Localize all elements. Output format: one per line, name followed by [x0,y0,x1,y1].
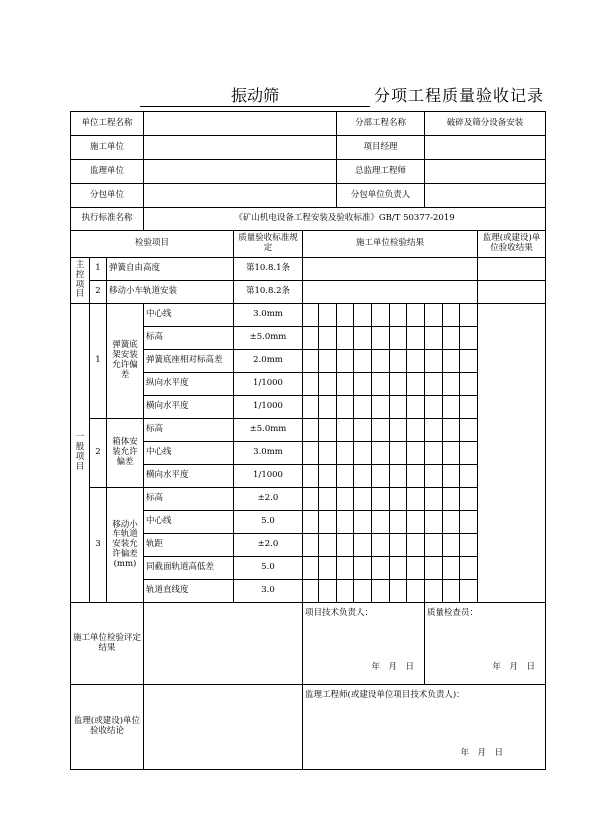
result-cell[interactable] [337,327,354,350]
result-cell[interactable] [303,488,319,511]
acceptance-record-table [70,111,546,770]
result-cell[interactable] [319,488,337,511]
check-spec: 1/1000 [234,373,303,396]
check-spec: ±2.0 [234,488,303,511]
result-cell[interactable] [372,350,390,373]
result-cell[interactable] [443,511,460,534]
col-header-spec: 质量验收标准规定 [234,231,303,258]
result-cell[interactable] [425,488,443,511]
main-control-item: 移动小车轨道安装 [107,281,234,304]
subcontract-head-field[interactable] [425,184,546,208]
result-cell[interactable] [390,396,407,419]
general-label: 一般项目 [71,304,90,603]
result-cell[interactable] [407,488,425,511]
subcontract-unit-label: 分包单位 [71,184,144,208]
result-cell[interactable] [425,419,443,442]
check-item: 标高 [144,327,234,350]
check-item: 标高 [144,419,234,442]
result-cell[interactable] [443,557,460,580]
result-cell[interactable] [390,442,407,465]
check-item: 同截面轨道高低差 [144,557,234,580]
result-cell[interactable] [354,419,372,442]
quality-inspector-date: 年 月 日 [492,661,536,672]
group-no: 2 [90,419,107,488]
result-cell[interactable] [337,465,354,488]
subcontract-head-label: 分包单位负责人 [337,184,425,208]
result-cell[interactable] [425,327,443,350]
result-cell[interactable] [390,304,407,327]
result-cell[interactable] [303,419,319,442]
check-spec: ±5.0mm [234,419,303,442]
result-cell[interactable] [443,419,460,442]
result-cell[interactable] [319,327,337,350]
main-control-result[interactable] [303,281,478,304]
standard-value: 《矿山机电设备工程安装及验收标准》GB/T 50377-2019 [144,208,546,231]
result-cell[interactable] [372,488,390,511]
check-spec: 1/1000 [234,465,303,488]
group-name: 弹簧底架安装允许偏差 [107,304,144,419]
general-supervision[interactable] [478,304,546,603]
check-spec: ±2.0 [234,534,303,557]
result-cell[interactable] [372,373,390,396]
main-control-supervision[interactable] [478,281,546,304]
result-cell[interactable] [372,465,390,488]
result-cell[interactable] [303,511,319,534]
supervision-unit-label: 监理单位 [71,160,144,184]
tech-head-signature[interactable] [303,603,425,685]
result-cell[interactable] [372,580,390,603]
result-cell[interactable] [443,534,460,557]
check-item: 中心线 [144,442,234,465]
result-cell[interactable] [303,396,319,419]
result-cell[interactable] [460,442,478,465]
group-name: 移动小车轨道安装允许偏差(mm) [107,488,144,603]
result-cell[interactable] [460,373,478,396]
result-cell[interactable] [443,350,460,373]
result-cell[interactable] [460,465,478,488]
result-cell[interactable] [303,465,319,488]
result-cell[interactable] [407,373,425,396]
tech-head-label: 项目技术负责人： [305,608,374,618]
result-cell[interactable] [460,304,478,327]
result-cell[interactable] [319,350,337,373]
result-cell[interactable] [372,419,390,442]
result-cell[interactable] [372,534,390,557]
check-item: 轨距 [144,534,234,557]
result-cell[interactable] [425,304,443,327]
result-cell[interactable] [407,580,425,603]
result-cell[interactable] [354,465,372,488]
result-cell[interactable] [354,373,372,396]
result-cell[interactable] [407,511,425,534]
result-cell[interactable] [407,396,425,419]
result-cell[interactable] [425,534,443,557]
result-cell[interactable] [425,442,443,465]
main-control-item: 弹簧自由高度 [107,258,234,281]
main-control-no: 1 [90,258,107,281]
result-cell[interactable] [390,465,407,488]
result-cell[interactable] [407,442,425,465]
quality-inspector-label: 质量检查员： [427,608,479,618]
check-item: 横向水平度 [144,396,234,419]
result-cell[interactable] [319,465,337,488]
result-cell[interactable] [443,488,460,511]
result-cell[interactable] [443,396,460,419]
result-cell[interactable] [390,327,407,350]
result-cell[interactable] [319,373,337,396]
result-cell[interactable] [337,373,354,396]
result-cell[interactable] [354,396,372,419]
result-cell[interactable] [407,327,425,350]
result-cell[interactable] [407,304,425,327]
result-cell[interactable] [303,373,319,396]
result-cell[interactable] [390,580,407,603]
result-cell[interactable] [407,465,425,488]
result-cell[interactable] [460,327,478,350]
result-cell[interactable] [303,580,319,603]
result-cell[interactable] [303,557,319,580]
group-no: 1 [90,304,107,419]
result-cell[interactable] [354,442,372,465]
result-cell[interactable] [425,350,443,373]
result-cell[interactable] [354,350,372,373]
check-spec: 5.0 [234,511,303,534]
construction-eval-label: 施工单位检验评定结果 [71,603,144,685]
supervision-date: 年 月 日 [460,747,504,758]
result-cell[interactable] [319,419,337,442]
unit-project-field[interactable] [144,112,337,136]
result-cell[interactable] [319,557,337,580]
result-cell[interactable] [303,350,319,373]
main-control-spec: 第10.8.2条 [234,281,303,304]
main-control-spec: 第10.8.1条 [234,258,303,281]
result-cell[interactable] [319,442,337,465]
result-cell[interactable] [390,419,407,442]
result-cell[interactable] [354,511,372,534]
check-spec: 5.0 [234,557,303,580]
result-cell[interactable] [407,534,425,557]
result-cell[interactable] [407,419,425,442]
result-cell[interactable] [337,396,354,419]
result-cell[interactable] [372,511,390,534]
tech-head-date: 年 月 日 [371,661,414,672]
result-cell[interactable] [425,465,443,488]
main-control-no: 2 [90,281,107,304]
result-cell[interactable] [354,327,372,350]
result-cell[interactable] [443,580,460,603]
result-cell[interactable] [337,557,354,580]
result-cell[interactable] [372,304,390,327]
check-item: 纵向水平度 [144,373,234,396]
check-item: 标高 [144,488,234,511]
main-control-supervision[interactable] [478,258,546,281]
result-cell[interactable] [425,396,443,419]
result-cell[interactable] [390,488,407,511]
result-cell[interactable] [372,557,390,580]
result-cell[interactable] [407,557,425,580]
subject-name: 振动筛 [140,86,370,107]
result-cell[interactable] [460,534,478,557]
form-title-text: 分项工程质量验收记录 [374,86,545,105]
project-manager-field[interactable] [425,136,546,160]
chief-engineer-label: 总监理工程师 [337,160,425,184]
result-cell[interactable] [354,557,372,580]
check-item: 轨道直线度 [144,580,234,603]
standard-label: 执行标准名称 [71,208,144,231]
subcontract-unit-field[interactable] [144,184,337,208]
result-cell[interactable] [390,373,407,396]
col-header-item: 检验项目 [71,231,234,258]
quality-inspector-signature[interactable] [425,603,546,685]
result-cell[interactable] [372,327,390,350]
check-spec: 3.0mm [234,304,303,327]
check-spec: 3.0mm [234,442,303,465]
unit-project-label: 单位工程名称 [71,112,144,136]
result-cell[interactable] [354,580,372,603]
supervision-engineer-signature[interactable] [303,685,546,770]
result-cell[interactable] [425,373,443,396]
result-cell[interactable] [337,350,354,373]
check-item: 横向水平度 [144,465,234,488]
result-cell[interactable] [390,350,407,373]
result-cell[interactable] [460,419,478,442]
group-no: 3 [90,488,107,603]
sub-project-field[interactable]: 破碎及筛分设备安装 [425,112,546,136]
result-cell[interactable] [443,304,460,327]
result-cell[interactable] [319,534,337,557]
check-item: 中心线 [144,511,234,534]
main-control-label: 主控项目 [71,258,90,304]
result-cell[interactable] [319,396,337,419]
result-cell[interactable] [443,373,460,396]
check-spec: 3.0 [234,580,303,603]
result-cell[interactable] [372,442,390,465]
result-cell[interactable] [337,534,354,557]
result-cell[interactable] [460,511,478,534]
result-cell[interactable] [460,396,478,419]
result-cell[interactable] [443,465,460,488]
form-title [140,86,560,110]
check-spec: ±5.0mm [234,327,303,350]
result-cell[interactable] [460,580,478,603]
result-cell[interactable] [337,511,354,534]
result-cell[interactable] [390,534,407,557]
result-cell[interactable] [303,534,319,557]
result-cell[interactable] [407,350,425,373]
col-header-result: 施工单位检验结果 [303,231,478,258]
result-cell[interactable] [460,557,478,580]
result-cell[interactable] [443,327,460,350]
result-cell[interactable] [337,419,354,442]
supervision-conclusion-label: 监理(或建设)单位验收结论 [71,685,144,770]
result-cell[interactable] [354,534,372,557]
result-cell[interactable] [303,304,319,327]
result-cell[interactable] [354,488,372,511]
construction-unit-field[interactable] [144,136,337,160]
result-cell[interactable] [319,304,337,327]
sub-project-label: 分部工程名称 [337,112,425,136]
result-cell[interactable] [425,580,443,603]
result-cell[interactable] [337,442,354,465]
result-cell[interactable] [303,327,319,350]
supervision-engineer-label: 监理工程师(或建设单位项目技术负责人)： [305,690,465,700]
col-header-supervision: 监理(或建设)单位验收结果 [478,231,546,258]
check-item: 弹簧底座相对标高差 [144,350,234,373]
result-cell[interactable] [372,396,390,419]
result-cell[interactable] [443,442,460,465]
main-control-result[interactable] [303,258,478,281]
result-cell[interactable] [337,488,354,511]
group-name: 箱体安装允许偏差 [107,419,144,488]
result-cell[interactable] [319,580,337,603]
project-manager-label: 项目经理 [337,136,425,160]
supervision-unit-field[interactable] [144,160,337,184]
result-cell[interactable] [460,488,478,511]
result-cell[interactable] [425,511,443,534]
result-cell[interactable] [390,557,407,580]
result-cell[interactable] [390,511,407,534]
construction-unit-label: 施工单位 [71,136,144,160]
construction-eval-field[interactable] [144,603,303,685]
result-cell[interactable] [354,304,372,327]
supervision-conclusion-field[interactable] [144,685,303,770]
check-spec: 1/1000 [234,396,303,419]
result-cell[interactable] [425,557,443,580]
result-cell[interactable] [337,304,354,327]
chief-engineer-field[interactable] [425,160,546,184]
check-spec: 2.0mm [234,350,303,373]
check-item: 中心线 [144,304,234,327]
result-cell[interactable] [319,511,337,534]
result-cell[interactable] [303,442,319,465]
result-cell[interactable] [337,580,354,603]
result-cell[interactable] [460,350,478,373]
